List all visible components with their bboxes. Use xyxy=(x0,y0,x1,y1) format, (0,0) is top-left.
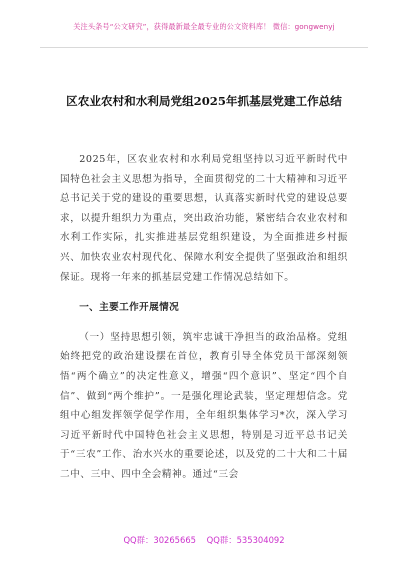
header-divider xyxy=(40,47,368,48)
section-paragraph: （一）坚持思想引领，筑牢忠诚干净担当的政治品格。党组始终把党的政治建设摆在首位，教育引导全体党员干部深刻领悟“两个确立”的决定性意义，增强“四个意识”、坚定“四个自信”、做到“两个维护”。一是强化理论武装，坚定理想信念。党组中心组发挥领学促学作用，全年组织集体学习*次，深入学习习近平新时代中国特色社会主义思想，特别是习近平总书记关于“三农”工作、治水兴水的重要论述，以及党的二十大和二十届二中、三中、四中全会精神。通过“三会 xyxy=(60,331,348,480)
intro-paragraph: 2025年，区农业农村和水利局党组坚持以习近平新时代中国特色社会主义思想为指导，全面贯彻党的二十大精神和习近平总书记关于党的建设的重要思想，认真落实新时代党的建设总要求，以提升组织力为重点，突出政治功能，紧密结合农业农村和水利工作实际，扎实推进基层党组织建设，为全面推进乡村振兴、加快农业农村现代化、保障水利安全提供了坚强政治和组织保证。现将一年来的抓基层党建工作情况总结如下。 xyxy=(60,154,348,283)
footer-contact xyxy=(0,534,408,546)
section-heading: 一、主要工作开展情况 xyxy=(79,302,180,314)
footer-qq-group-2[interactable]: QQ群：535304092 xyxy=(206,535,285,545)
document-title: 区农业农村和水利局党组2025年抓基层党建工作总结 xyxy=(66,94,342,108)
document-body xyxy=(60,150,348,485)
top-banner[interactable]: 关注头条号“公文研究”，获得最新最全最专业的公文资料库！ 微信：gongwenyj xyxy=(73,22,335,31)
footer-qq-group-1[interactable]: QQ群：30265665 xyxy=(123,535,196,545)
